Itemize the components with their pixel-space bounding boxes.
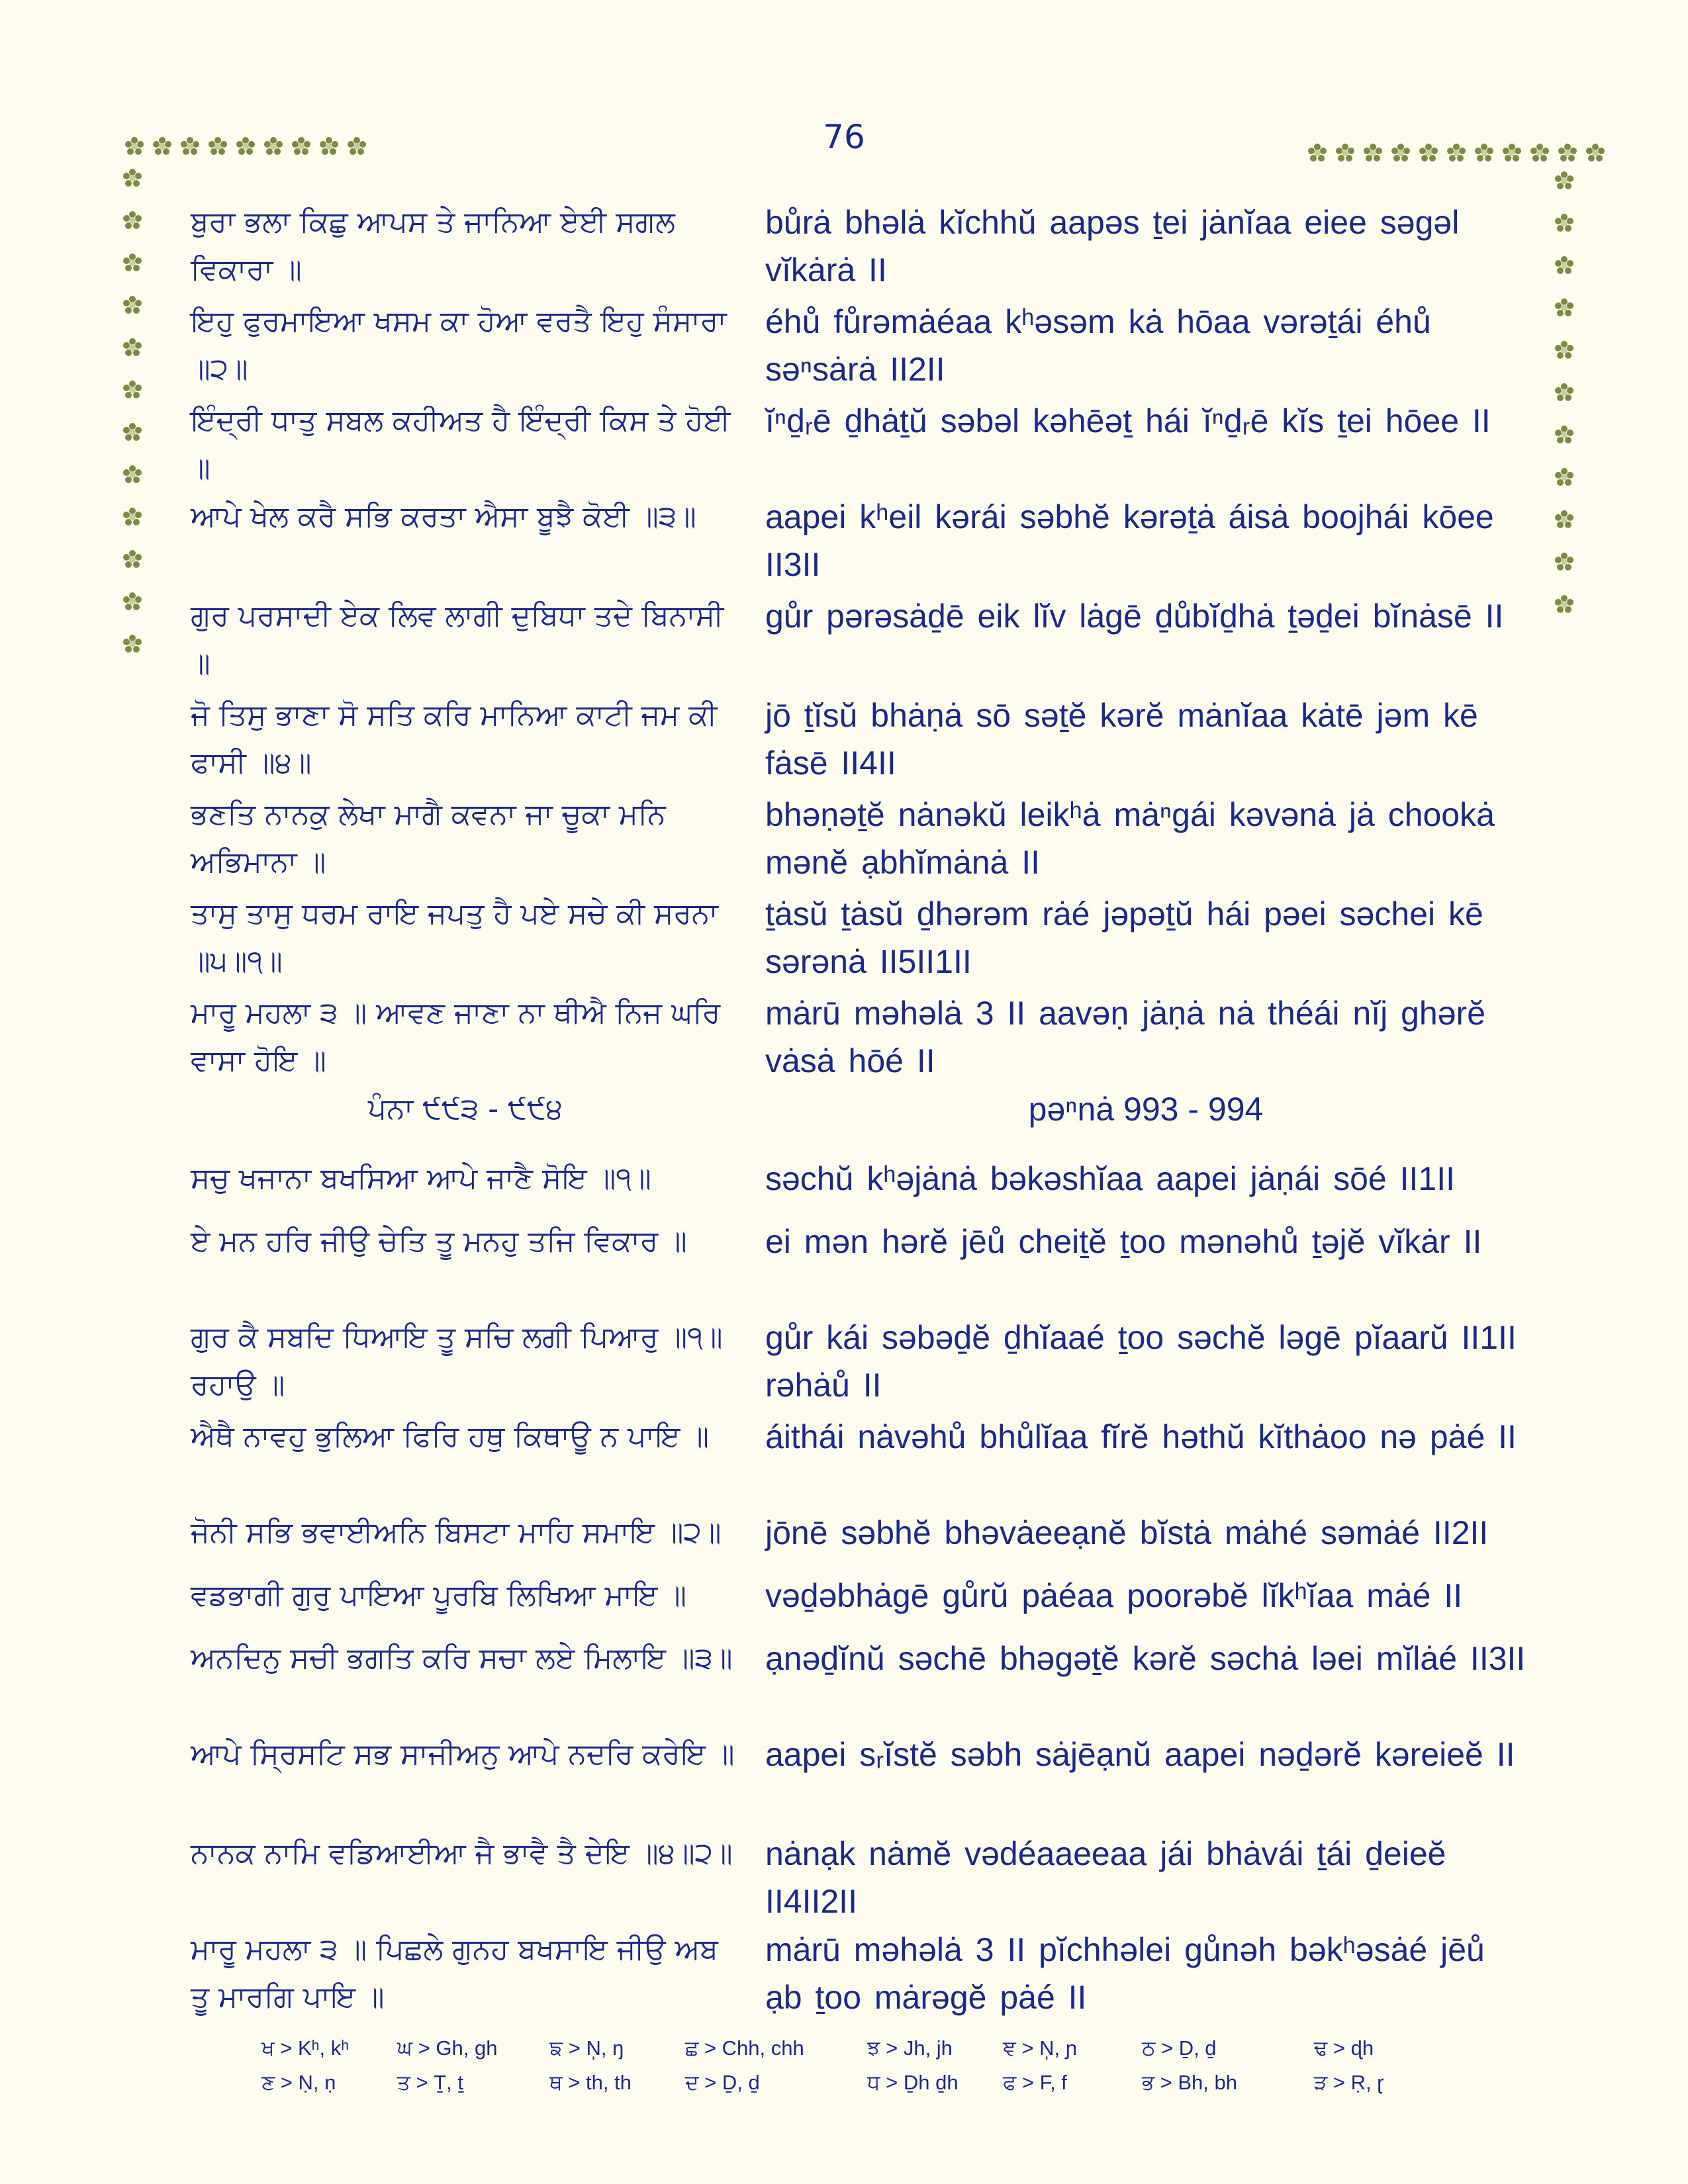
verse-gurmukhi: ਇੰਦ੍ਰੀ ਧਾਤੁ ਸਬਲ ਕਹੀਅਤ ਹੈ ਇੰਦ੍ਰੀ ਕਿਸ ਤੇ ਹੋਈ ॥ [191, 404, 731, 485]
verse-transliteration: aapei sᵣĭstĕ səbh sȧjēạnŭ aapei nəḏərĕ kəreieĕ II [765, 1736, 1515, 1773]
flower-ornament-icon [1363, 143, 1383, 163]
verse-transliteration: mȧrū məhəlȧ 3 II pĭchhəlei gůnəh bəkʰəsȧé jēů ạb ṯoo mȧrəgĕ pȧé II [765, 1931, 1485, 2016]
flower-ornament-icon [347, 136, 367, 156]
verse-gurmukhi: ਆਪੇ ਸ੍ਰਿਸਟਿ ਸਭ ਸਾਜੀਅਨੁ ਆਪੇ ਨਦਰਿ ਕਰੇਇ ॥ [191, 1737, 735, 1771]
flower-ornament-icon [180, 136, 200, 156]
verse-gurmukhi: ਮਾਰੂ ਮਹਲਾ ੩ ॥ ਪਿਛਲੇ ਗੁਨਹ ਬਖਸਾਇ ਜੀਉ ਅਬ ਤੂ ਮਾਰਗਿ ਪਾਇ ॥ [191, 1933, 718, 2014]
legend-item: ਧ > Ḏh ḏh [867, 2071, 959, 2094]
legend-item: ੜ > Ṛ, ɽ [1314, 2071, 1384, 2094]
legend-item: ਙ > N̩, ŋ [549, 2036, 624, 2060]
verse-gurmukhi: ਅਨਦਿਨੁ ਸਚੀ ਭਗਤਿ ਕਰਿ ਸਚਾ ਲਏ ਮਿਲਾਇ ॥੩॥ [191, 1641, 733, 1675]
flower-ornament-icon [122, 507, 142, 527]
verse-transliteration: mȧrū məhəlȧ 3 II aavəṇ jȧṇȧ nȧ théái nĭj ghərĕ vȧsȧ hōé II [765, 995, 1486, 1079]
flower-ornament-icon [122, 168, 142, 188]
verse-transliteration: ạnəḏĭnŭ səchē bhəgəṯĕ kərĕ səchȧ ləei mĭlȧé II3II [765, 1640, 1526, 1677]
verse-transliteration: bůrȧ bhəlȧ kĭchhŭ aapəs ṯei jȧnĭaa eiee səgəl vĭkȧrȧ II [765, 204, 1460, 289]
verse-transliteration: bhəṇəṯĕ nȧnəkŭ leikʰȧ mȧⁿgái kəvənȧ jȧ chookȧ mənĕ ạbhĭmȧnȧ II [765, 796, 1495, 881]
flower-ornament-icon [1419, 143, 1438, 163]
flower-ornament-icon [1554, 425, 1574, 445]
verse-transliteration: ei mən hərĕ jēů cheiṯĕ ṯoo mənəhů ṯəjĕ vĭkȧr II [765, 1223, 1482, 1260]
flower-ornament-icon [1554, 255, 1574, 275]
verse-transliteration: gůr kái səbəḏĕ ḏhĭaaé ṯoo səchĕ ləgē pĭaarŭ II1II rəhȧů II [765, 1319, 1517, 1404]
flower-ornament-icon [1554, 340, 1574, 360]
legend-item: ਣ > Ṇ, ṇ [261, 2071, 336, 2094]
verse-gurmukhi: ਮਾਰੂ ਮਹਲਾ ੩ ॥ ਆਵਣ ਜਾਣਾ ਨਾ ਥੀਐ ਨਿਜ ਘਰਿ ਵਾਸਾ ਹੋਇ ॥ [191, 996, 721, 1077]
flower-ornament-icon [122, 549, 142, 569]
verse-transliteration: ĭⁿḏᵣē ḏhȧṯŭ səbəl kəhēəṯ hái ĭⁿḏᵣē kĭs ṯei hōee II [765, 402, 1491, 439]
flower-ornament-icon [291, 136, 311, 156]
legend-item: ਢ > ɖh [1314, 2036, 1374, 2060]
flower-ornament-icon [122, 210, 142, 230]
verse-gurmukhi: ਜੋਨੀ ਸਭਿ ਭਵਾਈਅਨਿ ਬਿਸਟਾ ਮਾਹਿ ਸਮਾਇ ॥੨॥ [191, 1516, 722, 1549]
flower-ornament-icon [1554, 171, 1574, 191]
flower-ornament-icon [1585, 143, 1605, 163]
verse-gurmukhi: ਬੁਰਾ ਭਲਾ ਕਿਛੁ ਆਪਸ ਤੇ ਜਾਨਿਆ ਏਈ ਸਗਲ ਵਿਕਾਰਾ ॥ [191, 205, 675, 287]
legend-item: ਘ > Gh, gh [397, 2036, 498, 2060]
flower-ornament-icon [1474, 143, 1494, 163]
verse-gurmukhi: ਜੋ ਤਿਸੁ ਭਾਣਾ ਸੋ ਸਤਿ ਕਰਿ ਮਾਨਿਆ ਕਾਟੀ ਜਮ ਕੀ ਫਾਸੀ ॥੪॥ [191, 698, 718, 780]
flower-ornament-icon [122, 634, 142, 654]
flower-ornament-icon [1554, 552, 1574, 572]
flower-ornament-icon [122, 253, 142, 273]
legend-item: ਫ > F, f [1003, 2071, 1067, 2094]
verse-transliteration: aapei kʰeil kərái səbhĕ kərəṯȧ áisȧ boojhái kōee II3II [765, 498, 1494, 583]
verse-gurmukhi: ਇਹੁ ਫੁਰਮਾਇਆ ਖਸਮ ਕਾ ਹੋਆ ਵਰਤੈ ਇਹੁ ਸੰਸਾਰਾ ॥੨॥ [191, 304, 727, 386]
flower-ornament-icon [319, 136, 339, 156]
flower-ornament-icon [1558, 143, 1577, 163]
flower-ornament-icon [1391, 143, 1411, 163]
verse-gurmukhi: ਏ ਮਨ ਹਰਿ ਜੀਉ ਚੇਤਿ ਤੂ ਮਨਹੁ ਤਜਿ ਵਿਕਾਰ ॥ [191, 1224, 687, 1258]
verse-gurmukhi: ਆਪੇ ਖੇਲ ਕਰੈ ਸਭਿ ਕਰਤਾ ਐਸਾ ਬੂਝੈ ਕੋਈ ॥੩॥ [191, 500, 696, 533]
legend-item: ਝ > Jh, jh [867, 2036, 953, 2060]
legend-item: ਛ > Chh, chh [685, 2036, 804, 2060]
flower-ornament-icon [263, 136, 283, 156]
verse-transliteration: ṯȧsŭ ṯȧsŭ ḏhərəm rȧé jəpəṯŭ hái pəei səchei kē sərənȧ II5II1II [765, 895, 1483, 980]
legend-item: ਦ > Ḏ, ḏ [685, 2071, 760, 2094]
flower-ornament-icon [1554, 594, 1574, 614]
verse-transliteration: vəḏəbhȧgē gůrŭ pȧéaa poorəbĕ lĭkʰĭaa mȧé II [765, 1577, 1463, 1614]
flower-ornament-icon [1335, 143, 1355, 163]
verse-gurmukhi: ਗੁਰ ਪਰਸਾਦੀ ਏਕ ਲਿਵ ਲਾਗੀ ਦੁਬਿਧਾ ਤਦੇ ਬਿਨਾਸੀ ॥ [191, 599, 724, 680]
flower-ornament-icon [1554, 298, 1574, 318]
flower-ornament-icon [124, 136, 144, 156]
flower-ornament-icon [1530, 143, 1550, 163]
verse-gurmukhi: ਭਣਤਿ ਨਾਨਕੁ ਲੇਖਾ ਮਾਗੈ ਕਵਨਾ ਜਾ ਚੂਕਾ ਮਨਿ ਅਭਿਮਾਨਾ ॥ [191, 797, 666, 879]
legend-item: ਖ > Kʰ, kʰ [261, 2036, 350, 2060]
flower-ornament-icon [1307, 143, 1327, 163]
flower-ornament-icon [122, 295, 142, 315]
ang-label-translit: pəⁿnȧ 993 - 994 [1028, 1091, 1264, 1128]
verse-gurmukhi: ਗੁਰ ਕੈ ਸਬਦਿ ਧਿਆਇ ਤੂ ਸਚਿ ਲਗੀ ਪਿਆਰੁ ॥੧॥ ਰਹਾਉ ॥ [191, 1320, 723, 1402]
verse-gurmukhi: ਨਾਨਕ ਨਾਮਿ ਵਡਿਆਈਆ ਜੈ ਭਾਵੈ ਤੈ ਦੇਇ ॥੪॥੨॥ [191, 1837, 733, 1870]
legend-item: ਥ > th, th [549, 2071, 632, 2094]
flower-ornament-icon [152, 136, 172, 156]
verse-transliteration: səchŭ kʰəjȧnȧ bəkəshĭaa aapei jȧṇái sōé II1II [765, 1160, 1455, 1197]
flower-ornament-icon [1554, 510, 1574, 529]
flower-ornament-icon [1554, 383, 1574, 402]
flower-ornament-icon [1502, 143, 1522, 163]
verse-transliteration: gůr pərəsȧḏē eik lĭv lȧgē ḏůbĭḏhȧ ṯəḏei bĭnȧsē II [765, 598, 1504, 635]
legend-item: ਭ > Bh, bh [1142, 2071, 1237, 2094]
verse-transliteration: jōnē səbhĕ bhəvȧeeạnĕ bĭstȧ mȧhé səmȧé II2II [765, 1514, 1489, 1551]
verse-gurmukhi: ਐਥੈ ਨਾਵਹੁ ਭੁਲਿਆ ਫਿਰਿ ਹਥੁ ਕਿਥਾਊ ਨ ਪਾਇ ॥ [191, 1420, 709, 1453]
verse-gurmukhi: ਤਾਸੁ ਤਾਸੁ ਧਰਮ ਰਾਇ ਜਪਤੁ ਹੈ ਪਏ ਸਚੇ ਕੀ ਸਰਨਾ ॥੫॥੧॥ [191, 897, 718, 978]
legend-item: ਤ > Ṯ, ṯ [397, 2071, 463, 2094]
flower-ornament-icon [208, 136, 228, 156]
flower-ornament-icon [1446, 143, 1466, 163]
verse-gurmukhi: ਸਚੁ ਖਜਾਨਾ ਬਖਸਿਆ ਆਪੇ ਜਾਣੈ ਸੋਇ ॥੧॥ [191, 1161, 651, 1195]
flower-ornament-icon [1554, 213, 1574, 233]
flower-ornament-icon [1554, 467, 1574, 487]
verse-gurmukhi: ਵਡਭਾਗੀ ਗੁਰੁ ਪਾਇਆ ਪੂਰਬਿ ਲਿਖਿਆ ਮਾਇ ॥ [191, 1578, 687, 1612]
page-number: 76 [823, 118, 865, 156]
verse-transliteration: nȧnạk nȧmĕ vədéaaeeaa jái bhȧvái ṯái ḏeieĕ II4II2II [765, 1835, 1446, 1920]
flower-ornament-icon [122, 465, 142, 484]
flower-ornament-icon [122, 422, 142, 442]
flower-ornament-icon [122, 338, 142, 357]
verse-transliteration: éhů fůrəmȧéaa kʰəsəm kȧ hōaa vərəṯái éhů səⁿsȧrȧ II2II [765, 303, 1431, 388]
verse-transliteration: áithái nȧvəhů bhůlĭaa fĭrĕ həthŭ kĭthȧoo nə pȧé II [765, 1418, 1517, 1455]
verse-transliteration: jō ṯĭsŭ bhȧṇȧ sō səṯĕ kərĕ mȧnĭaa kȧtē jəm kē fȧsē II4II [765, 697, 1478, 782]
flower-ornament-icon [122, 380, 142, 400]
flower-ornament-icon [122, 592, 142, 612]
ang-label-gurmukhi: ਪੰਨਾ ੯੯੩ - ੯੯੪ [367, 1092, 563, 1126]
legend-item: ਞ > N̩, ɲ [1003, 2036, 1077, 2060]
legend-item: ਠ > Ḏ, ḏ [1142, 2036, 1217, 2060]
flower-ornament-icon [236, 136, 256, 156]
